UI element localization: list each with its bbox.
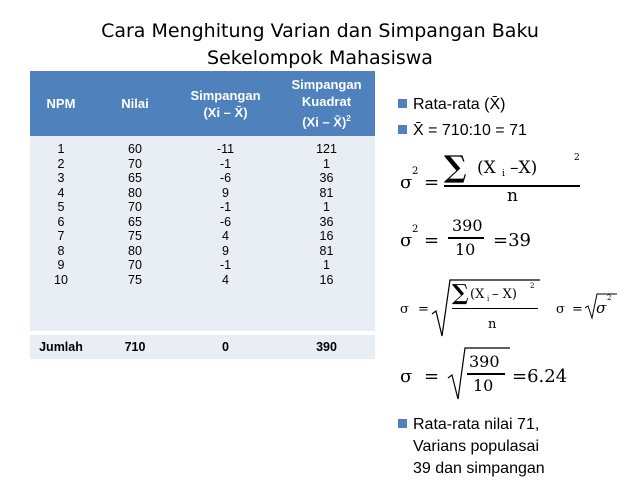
f4-fraction-line: [467, 373, 505, 375]
f1-sum-icon: ∑: [444, 150, 467, 185]
f1-sq2: 2: [574, 153, 580, 163]
kuadrat-cell: 1: [323, 156, 330, 171]
f3-sum-icon: ∑: [452, 280, 469, 306]
f3b-eq: =: [572, 302, 583, 317]
simpangan-cell: -11: [216, 142, 235, 156]
header-npm: NPM: [46, 96, 76, 111]
table-footer: [30, 333, 375, 359]
f1-num2: –X): [510, 158, 538, 178]
simpangan-cell: 9: [222, 185, 229, 200]
f1-den: n: [507, 186, 518, 206]
data-table: [30, 71, 375, 359]
npm-cell: 6: [57, 214, 65, 229]
simpangan-cell: -6: [219, 214, 232, 229]
bullet-conclusion-line-2: Varians populasai: [413, 438, 540, 455]
nilai-cell: 65: [128, 214, 142, 229]
bullet-square-icon: [398, 125, 407, 134]
f4-den: 10: [473, 376, 494, 395]
footer-simpangan: 0: [222, 340, 229, 354]
column-npm: [30, 142, 92, 287]
header-nilai: Nilai: [121, 96, 149, 111]
f2-fraction-line: [448, 237, 484, 239]
f3-sigma: σ: [400, 302, 409, 317]
npm-cell: 1: [57, 142, 65, 156]
slide-title: [60, 18, 580, 72]
f4-res: =6.24: [512, 366, 568, 387]
f4-num: 390: [469, 352, 500, 371]
npm-cell: 7: [57, 229, 65, 243]
npm-cell: 3: [57, 171, 65, 185]
bullet-square-icon: [398, 99, 407, 108]
npm-cell: 10: [54, 272, 68, 287]
table-header: [30, 71, 375, 136]
kuadrat-cell: 16: [319, 229, 334, 243]
kuadrat-cell: 1: [323, 258, 330, 272]
bullet-conclusion: [398, 414, 539, 436]
nilai-cell: 60: [128, 142, 142, 156]
kuadrat-cell: 16: [319, 272, 334, 287]
npm-cell: 9: [57, 258, 65, 272]
header-simpangan: Simpangan (Xi – X̄): [190, 87, 261, 120]
footer-kuadrat: 390: [316, 340, 337, 354]
f3-fraction-line: [452, 308, 538, 309]
column-kuadrat: [278, 142, 375, 287]
kuadrat-cell: 81: [319, 243, 334, 258]
header-kuadrat: Simpangan Kuadrat (Xi – X̄)$^2$: [291, 77, 362, 130]
f3-sq: 2: [530, 282, 535, 290]
simpangan-cell: 9: [222, 243, 229, 258]
f2-eq: =: [424, 230, 440, 251]
bullet-mean-calc-text: X̄ = 710:10 = 71: [413, 122, 527, 139]
bullet-mean-calc: [398, 120, 527, 142]
f1-sigma: σ: [400, 172, 413, 193]
f2-den: 10: [455, 240, 476, 259]
f3b-sigma: σ: [556, 302, 565, 317]
f3b-sigma2: σ: [596, 299, 607, 317]
f3-num: (X: [470, 287, 485, 302]
f4-sigma: σ: [400, 366, 413, 387]
bullet-conclusion-line-3: 39 dan simpangan: [413, 460, 545, 477]
bullet-square-icon: [398, 419, 407, 428]
column-simpangan: [178, 142, 273, 287]
simpangan-cell: -1: [219, 258, 232, 272]
npm-cell: 5: [57, 200, 65, 214]
f2-sigma: σ: [400, 230, 413, 251]
nilai-cell: 65: [128, 171, 142, 185]
simpangan-cell: -1: [219, 156, 232, 171]
f3-eq: =: [418, 302, 429, 317]
kuadrat-cell: 36: [319, 214, 334, 229]
kuadrat-cell: 121: [316, 142, 337, 156]
f1-eq: =: [424, 172, 440, 193]
f3-den: n: [488, 317, 497, 332]
kuadrat-cell: 1: [323, 200, 330, 214]
nilai-cell: 70: [128, 200, 142, 214]
f3-num2: – X): [492, 287, 517, 302]
f1-sq: 2: [412, 166, 419, 177]
table-body: [30, 136, 375, 331]
bullet-mean: [398, 94, 505, 116]
simpangan-cell: -6: [219, 171, 232, 185]
title-line-1: Cara Menghitung Varian dan Simpangan Baku: [101, 20, 539, 42]
f2-sq: 2: [412, 224, 419, 235]
simpangan-cell: 4: [222, 229, 229, 243]
bullet-mean-text: Rata-rata (X̄): [413, 96, 506, 113]
footer-label: Jumlah: [39, 340, 83, 354]
footer-nilai: 710: [124, 340, 146, 354]
nilai-cell: 70: [128, 156, 142, 171]
kuadrat-cell: 36: [319, 171, 334, 185]
bullet-conclusion-line-1: Rata-rata nilai 71,: [413, 416, 540, 433]
simpangan-cell: 4: [222, 272, 229, 287]
f1-num: (X: [477, 158, 496, 178]
npm-cell: 2: [57, 156, 65, 171]
title-line-2: Sekelompok Mahasiswa: [207, 47, 433, 69]
npm-cell: 8: [57, 243, 65, 258]
f4-eq: =: [424, 366, 440, 387]
nilai-cell: 70: [128, 258, 142, 272]
f3-sub: i: [487, 295, 490, 303]
f2-num: 390: [452, 216, 483, 235]
f3-sqrt-icon: [430, 278, 542, 340]
nilai-cell: 75: [128, 229, 142, 243]
f2-res: =39: [493, 230, 531, 251]
column-nilai: [100, 142, 170, 287]
kuadrat-cell: 81: [319, 185, 334, 200]
nilai-cell: 75: [128, 272, 142, 287]
npm-cell: 4: [57, 185, 65, 200]
nilai-cell: 80: [128, 243, 142, 258]
simpangan-cell: -1: [219, 200, 232, 214]
f1-sub: i: [502, 169, 505, 179]
f3b-sq: 2: [607, 294, 612, 302]
nilai-cell: 80: [128, 185, 142, 200]
